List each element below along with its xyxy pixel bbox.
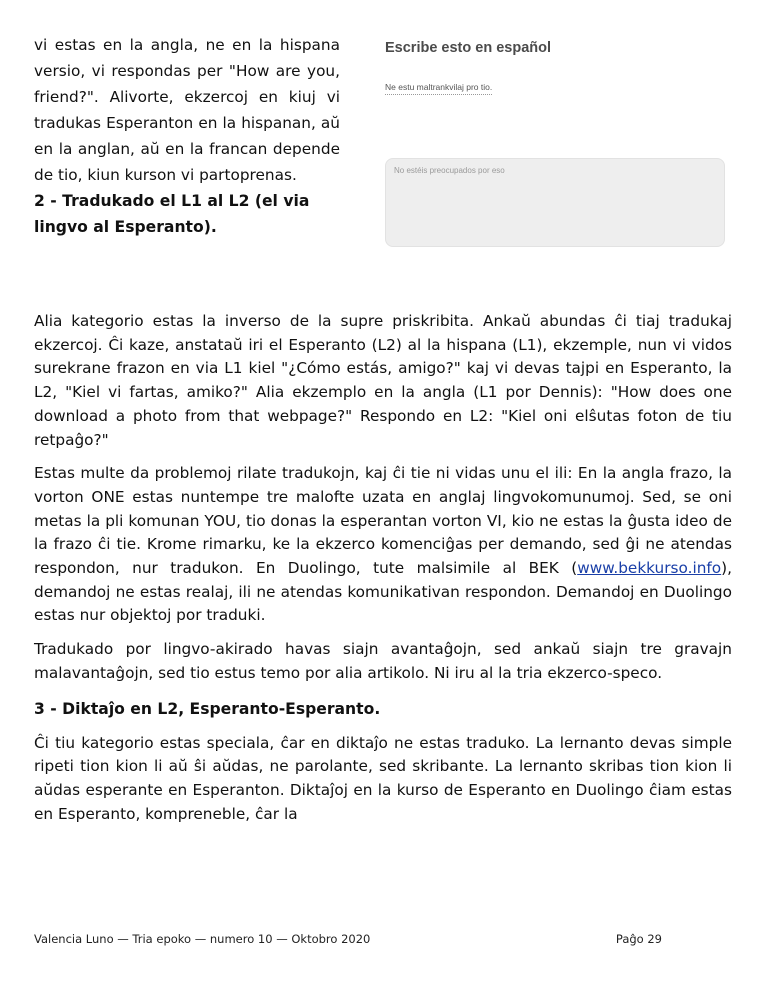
paragraph-dictation: Ĉi tiu kategorio estas speciala, ĉar en diktaĵo ne estas traduko. La lernanto devas simple ripeti tion kion li aŭ ŝi aŭdas, ne parolante, sed skribante. La lernanto skribas tion kion li aŭdas esperante en Esperanton. Diktaĵoj en la kurso de Esperanto en Duolingo ĉiam estas en Esperanto, kompreneble, ĉar la [34, 733, 732, 823]
intro-paragraph: vi estas en la angla, ne en la hispana versio, vi respondas per "How are you, friend?". Alivorte, ekzercoj en kiuj vi tradukas Esperanton en la hispanan, aŭ en la anglan, aŭ en la francan depende de tio, kiun kurson vi partoprenas. [34, 36, 340, 184]
paragraph-text-part: Estas multe da problemoj rilate tradukojn, kaj ĉi tie ni vidas unu el ili: En la angla frazo, la vorton ONE estas nuntempe tre malofte uzata en anglaj lingvokomunumoj. Sed, se oni metas la pli komunan YOU, tio donas la esperantan vorton VI, kio ne estas la ĝusta ideo de la frazo ĉi tie. Krome rimarku, ke la ekzerco komenciĝas per demando, sed ĝi ne atendas respondon, nur tradukon. En Duolingo, tute malsimile al BEK ( [34, 464, 732, 578]
footer-page-number: Paĝo 29 [615, 932, 662, 946]
exercise-prompt-sentence: Ne estu maltrankvilaj pro tio. [385, 82, 492, 95]
paragraph-text-part: ), demandoj ne estas realaj, ili ne atendas komunikativan respondon. Demandoj en Duolingo estas nur objektoj por traduki. [34, 559, 732, 625]
answer-textarea[interactable] [385, 158, 725, 247]
exercise-title: Escribe esto en español [385, 40, 552, 56]
main-body [34, 310, 732, 836]
footer-publication: Valencia Luno — Tria epoko — numero 10 — Oktobro 2020 [34, 932, 371, 946]
paragraph-advantages: Tradukado por lingvo-akirado havas siajn avantaĝojn, sed ankaŭ siajn tre gravajn malavantaĝojn, sed tio estus temo por alia artikolo. Ni iru al la tria ekzerco-speco. [34, 640, 732, 682]
bekkurso-link[interactable]: www.bekkurso.info [577, 559, 722, 578]
top-left-column [34, 32, 340, 240]
answer-text: No estéis preocupados por eso [394, 166, 505, 175]
section-2-heading: 2 - Tradukado el L1 al L2 (el via lingvo al Esperanto). [34, 192, 310, 236]
paragraph-translation-problems [34, 462, 732, 628]
paragraph-inverse-category: Alia kategorio estas la inverso de la supre priskribita. Ankaŭ abundas ĉi tiaj tradukaj ekzercoj. Ĉi kaze, anstataŭ iri el Esperanto (L2) al la hispana (L1), ekzemple, nun vi vidos surekrane frazon en via L1 kiel "¿Cómo estás, amigo?" kaj vi devas tajpi en Esperanto, la L2, "Kiel vi fartas, amiko?" Alia ekzemplo en la angla (L1 por Dennis): "How does one download a photo from that webpage?" Respondo en L2: "Kiel oni elŝutas foton de tiu retpaĝo?" [34, 312, 732, 449]
section-3-heading: 3 - Diktaĵo en L2, Esperanto-Esperanto. [34, 699, 381, 718]
duolingo-exercise-screenshot [385, 40, 727, 252]
